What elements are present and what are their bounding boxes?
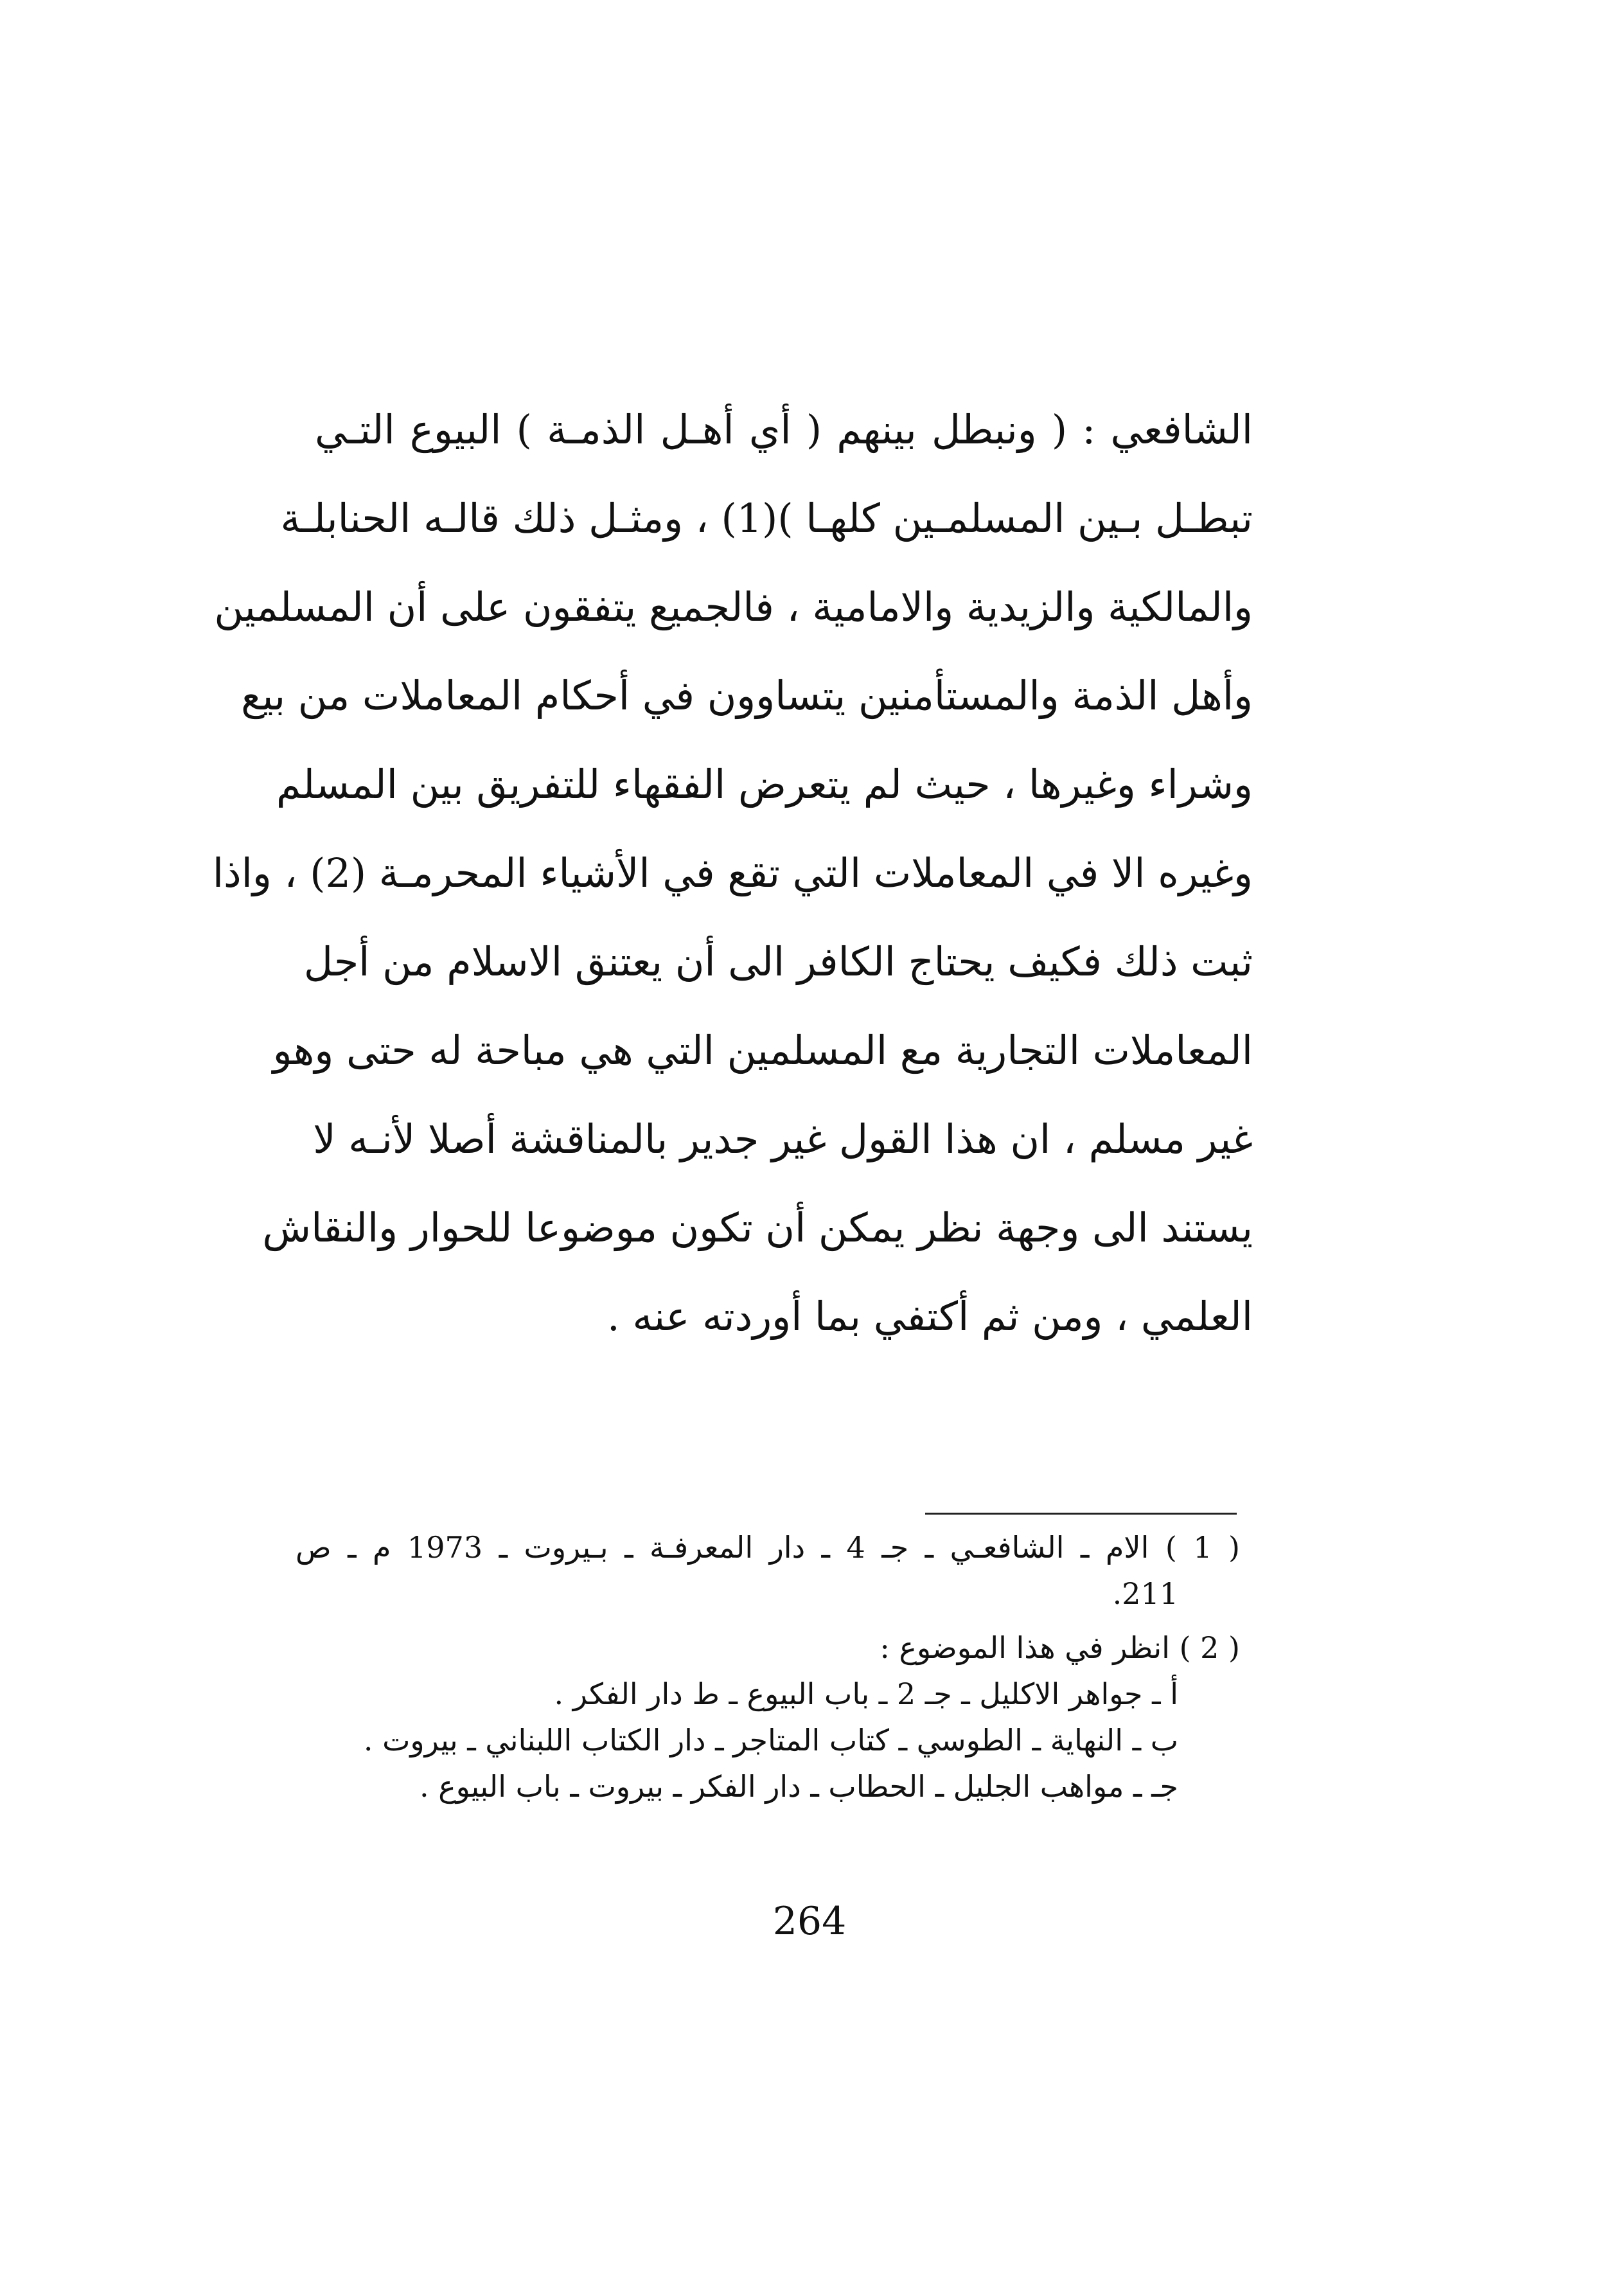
body-line: والمالكية والزيدية والامامية ، فالجميع يتفقون على أن المسلمين [214, 583, 1253, 630]
footnote-divider [925, 1513, 1237, 1515]
footnote-2-heading: ( 2 ) انظر في هذا الموضوع : [880, 1630, 1240, 1665]
footnote-1-line-2: 211. [1112, 1576, 1178, 1611]
footnotes [296, 1524, 1240, 1810]
body-line: المعاملات التجارية مع المسلمين التي هي مباحة له حتى وهو [272, 1027, 1253, 1074]
body-line: وغيره الا في المعاملات التي تقع في الأشياء المحرمـة (2) ، واذا [212, 850, 1253, 896]
body-line: العلمي ، ومن ثم أكتفي بما أوردته عنه . [607, 1293, 1253, 1340]
body-line: يستند الى وجهة نظر يمكن أن تكون موضوعا للحوار والنقاش [262, 1204, 1253, 1251]
page-number: 264 [772, 1899, 847, 1944]
body-line: تبطـل بـين المسلمـين كلهـا )(1) ، ومثـل ذلك قالـه الحنابلـة [280, 495, 1253, 542]
footnote-2-item-c: جـ ـ مواهب الجليل ـ الحطاب ـ دار الفكر ـ بيروت ـ باب البيوع . [419, 1769, 1178, 1804]
body-line: الشافعي : ( ونبطل بينهم ( أي أهـل الذمـة ) البيوع التـي [315, 406, 1253, 453]
body-line: ثبت ذلك فكيف يحتاج الكافر الى أن يعتنق الاسلام من أجل [303, 938, 1253, 985]
body-line: وشراء وغيرها ، حيث لم يتعرض الفقهاء للتفريق بين المسلم [276, 761, 1253, 808]
footnote-2-item-b: ب ـ النهاية ـ الطوسي ـ كتاب المتاجر ـ دار الكتاب اللبناني ـ بيروت . [363, 1723, 1178, 1758]
footnote-2-item-a: أ ـ جواهر الاكليل ـ جـ 2 ـ باب البيوع ـ ط دار الفكر . [554, 1677, 1178, 1711]
footnote-1-line-1: ( 1 ) الام ـ الشافعـي ـ جـ 4 ـ دار المعرفـة ـ بـيروت ـ 1973 م ـ ص [296, 1530, 1240, 1565]
body-line: غير مسلم ، ان هذا القول غير جدير بالمناقشة أصلا لأنـه لا [313, 1116, 1253, 1162]
body-text [212, 386, 1253, 1361]
body-line: وأهل الذمة والمستأمنين يتساوون في أحكام المعاملات من بيع [241, 672, 1253, 719]
